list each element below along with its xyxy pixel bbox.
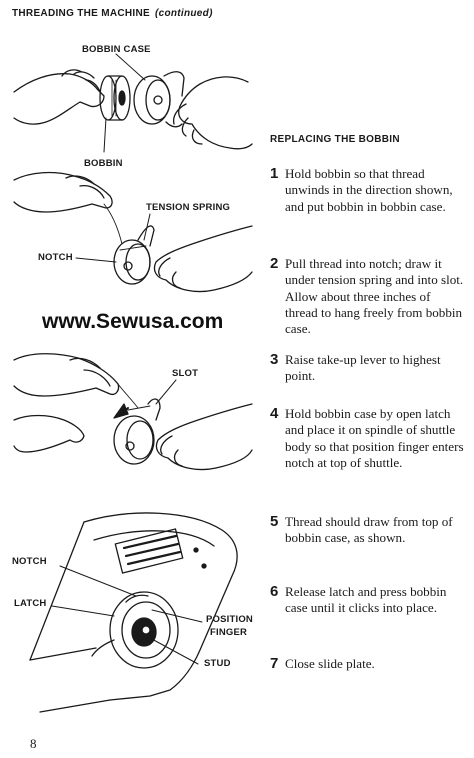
step-text: Hold bobbin so that thread unwinds in the direction shown, and put bobbin in bobbin case. xyxy=(285,166,453,214)
leader-stud xyxy=(150,638,198,664)
label-latch: LATCH xyxy=(14,598,47,609)
label-slot: SLOT xyxy=(172,368,199,379)
upper-hand-3-drawing xyxy=(14,354,119,396)
step-text: Thread should draw from top of bobbin case, as shown. xyxy=(285,514,453,546)
step-number: 2 xyxy=(270,255,279,272)
header-continued: (continued) xyxy=(154,8,213,19)
step-number: 5 xyxy=(270,513,279,530)
step-number: 1 xyxy=(270,165,279,182)
step-number: 3 xyxy=(270,351,279,368)
label-tension-spring: TENSION SPRING xyxy=(146,202,231,213)
leader-bobbin xyxy=(104,118,106,152)
section-title: REPLACING THE BOBBIN xyxy=(270,134,400,145)
label-bobbin: BOBBIN xyxy=(84,158,123,169)
bobbin-case-2-drawing xyxy=(114,226,154,284)
direction-arrow xyxy=(114,404,128,418)
step-number: 7 xyxy=(270,655,279,672)
thread-drawing xyxy=(104,204,122,244)
shuttle-drawing xyxy=(92,592,178,668)
figure-shuttle xyxy=(30,513,237,712)
label-notch-top: NOTCH xyxy=(38,252,73,263)
upper-hand-drawing xyxy=(14,173,112,212)
bobbin-case-drawing xyxy=(134,72,184,127)
step-1 xyxy=(270,166,466,215)
label-notch-bottom: NOTCH xyxy=(12,556,47,567)
step-text: Pull thread into notch; draw it under tension spring and into slot. Allow about three inches of thread to hang freely from bobbin case. xyxy=(285,256,464,337)
step-6 xyxy=(270,584,466,617)
figure-slot xyxy=(14,354,252,470)
page-number: 8 xyxy=(30,736,37,751)
step-3 xyxy=(270,352,466,385)
header-title: THREADING THE MACHINE xyxy=(12,8,150,19)
watermark-text: www.Sewusa.com xyxy=(42,310,224,333)
machine-bed-drawing xyxy=(84,513,237,700)
right-hand-drawing xyxy=(179,77,252,149)
label-position-finger-2: FINGER xyxy=(210,627,248,638)
step-5 xyxy=(270,514,466,547)
step-text: Release latch and press bobbin case until it clicks into place. xyxy=(285,584,447,616)
step-text: Raise take-up lever to highest point. xyxy=(285,352,441,384)
label-stud: STUD xyxy=(204,658,231,669)
step-number: 6 xyxy=(270,583,279,600)
step-4 xyxy=(270,406,466,471)
step-7 xyxy=(270,656,466,672)
figure-tension-spring xyxy=(14,173,252,292)
leader-notch-top xyxy=(76,258,116,262)
leader-latch xyxy=(52,606,114,616)
label-position-finger-1: POSITION xyxy=(206,614,253,625)
leader-notch-bottom xyxy=(60,566,136,596)
left-lower-hand-drawing xyxy=(14,416,84,453)
leader-slot xyxy=(156,380,176,404)
step-2 xyxy=(270,256,466,337)
step-number: 4 xyxy=(270,405,279,422)
figure-bobbin-and-case xyxy=(14,54,252,152)
thread-3-drawing xyxy=(118,384,138,408)
step-text: Close slide plate. xyxy=(285,656,375,671)
label-bobbin-case: BOBBIN CASE xyxy=(82,44,151,55)
step-text: Hold bobbin case by open latch and place it on spindle of shuttle body so that position finger enters notch at top of shuttle. xyxy=(285,406,464,470)
